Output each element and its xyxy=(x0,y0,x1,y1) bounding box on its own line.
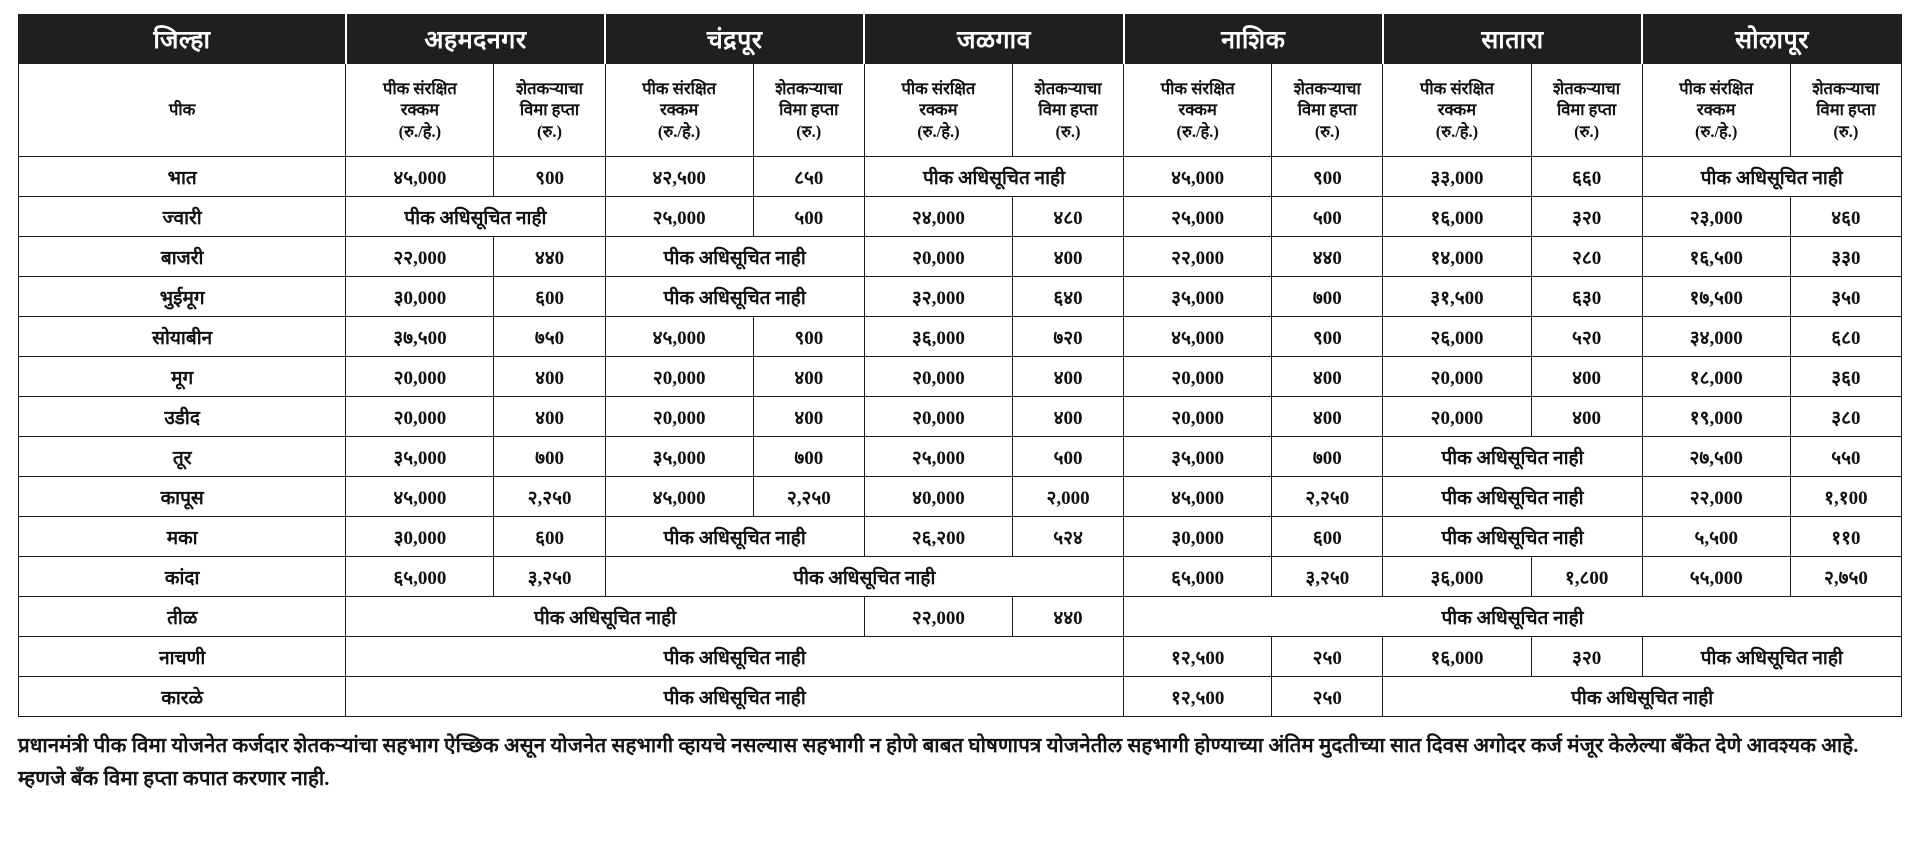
sum-insured-cell: २0,000 xyxy=(346,397,494,437)
not-notified-cell: पीक अधिसूचित नाही xyxy=(605,237,864,277)
premium-cell: ३२0 xyxy=(1531,197,1642,237)
premium-cell: ९00 xyxy=(1272,157,1383,197)
premium-cell: ८५0 xyxy=(753,157,864,197)
sum-insured-cell: २२,000 xyxy=(346,237,494,277)
district-header-solapur: सोलापूर xyxy=(1642,15,1901,64)
premium-cell: ५00 xyxy=(1272,197,1383,237)
sum-insured-cell: १७,५00 xyxy=(1642,277,1790,317)
premium-cell: ४८0 xyxy=(1012,197,1123,237)
sum-insured-cell: २0,000 xyxy=(864,397,1012,437)
sum-insured-cell: २४,000 xyxy=(864,197,1012,237)
sum-insured-cell: ३६,000 xyxy=(864,317,1012,357)
crop-name-cell: नाचणी xyxy=(19,637,346,677)
premium-cell: ५५0 xyxy=(1790,437,1901,477)
table-row xyxy=(19,357,1902,397)
premium-cell: ६८0 xyxy=(1790,317,1901,357)
table-body xyxy=(19,157,1902,717)
premium-line-3: (रु.) xyxy=(1574,121,1600,141)
district-header-nashik: नाशिक xyxy=(1124,15,1383,64)
sum-insured-cell: ४२,५00 xyxy=(605,157,753,197)
sum-insured-cell: ५५,000 xyxy=(1642,557,1790,597)
sum-insured-cell: ३५,000 xyxy=(1124,437,1272,477)
premium-cell: ४00 xyxy=(1272,397,1383,437)
sum-insured-line-2: रक्कम xyxy=(400,100,440,120)
sum-insured-cell: ३७,५00 xyxy=(346,317,494,357)
premium-cell: ४00 xyxy=(1272,357,1383,397)
not-notified-cell: पीक अधिसूचित नाही xyxy=(1642,637,1901,677)
premium-cell: ६४0 xyxy=(1012,277,1123,317)
sum-insured-cell: २५,000 xyxy=(605,197,753,237)
not-notified-cell: पीक अधिसूचित नाही xyxy=(346,677,1124,717)
premium-line-3: (रु.) xyxy=(1833,121,1859,141)
premium-cell: ४४0 xyxy=(1012,597,1123,637)
premium-cell: ५२0 xyxy=(1531,317,1642,357)
crop-name-cell: भात xyxy=(19,157,346,197)
sum-insured-line-3: (रु./हे.) xyxy=(1694,121,1738,141)
premium-cell: ३२0 xyxy=(1531,637,1642,677)
sum-insured-cell: २0,000 xyxy=(864,357,1012,397)
sum-insured-cell: २0,000 xyxy=(346,357,494,397)
premium-cell: २५0 xyxy=(1272,677,1383,717)
premium-cell: ४00 xyxy=(753,397,864,437)
premium-line-1: शेतकऱ्याचा xyxy=(1034,79,1102,99)
sum-insured-cell: ४५,000 xyxy=(605,477,753,517)
sum-insured-header-solapur xyxy=(1642,64,1790,157)
sum-insured-cell: ४५,000 xyxy=(346,477,494,517)
sum-insured-line-3: (रु./हे.) xyxy=(657,121,701,141)
sum-insured-cell: १२,५00 xyxy=(1124,677,1272,717)
premium-cell: २,000 xyxy=(1012,477,1123,517)
sum-insured-cell: १२,५00 xyxy=(1124,637,1272,677)
sum-insured-cell: १८,000 xyxy=(1642,357,1790,397)
crop-name-cell: उडीद xyxy=(19,397,346,437)
premium-cell: ३३0 xyxy=(1790,237,1901,277)
table-row xyxy=(19,637,1902,677)
sum-insured-line-3: (रु./हे.) xyxy=(398,121,442,141)
footnote-text: प्रधानमंत्री पीक विमा योजनेत कर्जदार शेतकऱ्यांचा सहभाग ऐच्छिक असून योजनेत सहभागी व्हायचे नसल्यास सहभागी न होणे बाबत घोषणापत्र योजनेतील सहभागी होण्याच्या अंतिम मुदतीच्या सात दिवस अगोदर कर्ज मंजूर केलेल्या बँकेत देणे आवश्यक आहे. म्हणजे बँक विमा हप्ता कपात करणार नाही. xyxy=(18,735,1859,791)
sum-insured-cell: २0,000 xyxy=(1124,357,1272,397)
premium-cell: २,२५0 xyxy=(494,477,605,517)
crop-name-cell: कांदा xyxy=(19,557,346,597)
crop-name-cell: भुईमूग xyxy=(19,277,346,317)
sum-insured-cell: ३0,000 xyxy=(346,277,494,317)
sum-insured-cell: २६,२00 xyxy=(864,517,1012,557)
crop-name-cell: कारळे xyxy=(19,677,346,717)
sum-insured-cell: ३५,000 xyxy=(605,437,753,477)
sum-insured-cell: ४५,000 xyxy=(346,157,494,197)
sum-insured-line-2: रक्कम xyxy=(919,100,958,120)
district-header-row xyxy=(19,15,1902,64)
sum-insured-cell: २0,000 xyxy=(605,397,753,437)
sum-insured-cell: ४५,000 xyxy=(1124,317,1272,357)
premium-cell: ६00 xyxy=(494,517,605,557)
premium-header-chandrapur xyxy=(753,64,864,157)
not-notified-cell: पीक अधिसूचित नाही xyxy=(1124,597,1902,637)
table-row xyxy=(19,157,1902,197)
district-header-label: जिल्हा xyxy=(19,15,346,64)
sum-insured-header-jalgaon xyxy=(864,64,1012,157)
not-notified-cell: पीक अधिसूचित नाही xyxy=(346,637,1124,677)
not-notified-cell: पीक अधिसूचित नाही xyxy=(1383,517,1642,557)
table-head xyxy=(19,15,1902,157)
sum-insured-cell: ६५,000 xyxy=(1124,557,1272,597)
sum-insured-header-satara xyxy=(1383,64,1531,157)
district-header-ahmadnagar: अहमदनगर xyxy=(346,15,605,64)
crop-name-cell: कापूस xyxy=(19,477,346,517)
crop-name-cell: तीळ xyxy=(19,597,346,637)
premium-cell: २८0 xyxy=(1531,237,1642,277)
not-notified-cell: पीक अधिसूचित नाही xyxy=(605,557,1124,597)
premium-cell: १,८00 xyxy=(1531,557,1642,597)
sum-insured-cell: ३६,000 xyxy=(1383,557,1531,597)
premium-cell: ६६0 xyxy=(1531,157,1642,197)
premium-cell: २,२५0 xyxy=(753,477,864,517)
premium-line-1: शेतकऱ्याचा xyxy=(1553,79,1620,99)
not-notified-cell: पीक अधिसूचित नाही xyxy=(864,157,1123,197)
premium-header-satara xyxy=(1531,64,1642,157)
sum-insured-line-1: पीक संरक्षित xyxy=(1679,79,1754,99)
table-row xyxy=(19,437,1902,477)
sum-insured-cell: ४५,000 xyxy=(1124,477,1272,517)
sum-insured-header-chandrapur xyxy=(605,64,753,157)
table-row xyxy=(19,677,1902,717)
premium-cell: ४00 xyxy=(1531,357,1642,397)
premium-cell: ७00 xyxy=(494,437,605,477)
table-row xyxy=(19,317,1902,357)
premium-line-3: (रु.) xyxy=(796,121,822,141)
premium-line-3: (रु.) xyxy=(537,121,563,141)
sub-header-row xyxy=(19,64,1902,157)
premium-header-solapur xyxy=(1790,64,1901,157)
sum-insured-cell: २0,000 xyxy=(1383,397,1531,437)
premium-cell: ४४0 xyxy=(1272,237,1383,277)
sum-insured-cell: ६५,000 xyxy=(346,557,494,597)
premium-cell: ७00 xyxy=(1272,277,1383,317)
premium-line-2: विमा हप्ता xyxy=(1038,100,1098,120)
not-notified-cell: पीक अधिसूचित नाही xyxy=(1383,437,1642,477)
sum-insured-cell: ३२,000 xyxy=(864,277,1012,317)
sum-insured-cell: १६,000 xyxy=(1383,197,1531,237)
premium-line-2: विमा हप्ता xyxy=(1816,100,1876,120)
premium-cell: ६00 xyxy=(494,277,605,317)
premium-cell: ४00 xyxy=(494,397,605,437)
premium-cell: २५0 xyxy=(1272,637,1383,677)
sum-insured-header-ahmadnagar xyxy=(346,64,494,157)
table-row xyxy=(19,597,1902,637)
table-row xyxy=(19,557,1902,597)
premium-line-2: विमा हप्ता xyxy=(519,100,580,120)
sum-insured-cell: ३४,000 xyxy=(1642,317,1790,357)
premium-cell: ४00 xyxy=(1012,357,1123,397)
crop-name-cell: ज्वारी xyxy=(19,197,346,237)
sum-insured-cell: २0,000 xyxy=(1124,397,1272,437)
table-row xyxy=(19,397,1902,437)
sum-insured-line-1: पीक संरक्षित xyxy=(1160,79,1235,99)
not-notified-cell: पीक अधिसूचित नाही xyxy=(605,277,864,317)
premium-cell: ६३0 xyxy=(1531,277,1642,317)
sum-insured-cell: २0,000 xyxy=(605,357,753,397)
premium-line-3: (रु.) xyxy=(1055,121,1081,141)
not-notified-cell: पीक अधिसूचित नाही xyxy=(1383,477,1642,517)
premium-line-3: (रु.) xyxy=(1314,121,1340,141)
premium-cell: ४00 xyxy=(494,357,605,397)
premium-cell: ३८0 xyxy=(1790,397,1901,437)
premium-cell: ४00 xyxy=(1012,397,1123,437)
not-notified-cell: पीक अधिसूचित नाही xyxy=(1383,677,1902,717)
sum-insured-line-2: रक्कम xyxy=(1437,100,1477,120)
sum-insured-cell: २५,000 xyxy=(1124,197,1272,237)
premium-line-1: शेतकऱ्याचा xyxy=(516,79,583,99)
premium-cell: ३६0 xyxy=(1790,357,1901,397)
premium-cell: ११0 xyxy=(1790,517,1901,557)
premium-cell: ३५0 xyxy=(1790,277,1901,317)
sum-insured-line-3: (रु./हे.) xyxy=(917,121,960,141)
premium-cell: ४६0 xyxy=(1790,197,1901,237)
premium-cell: ५00 xyxy=(1012,437,1123,477)
premium-cell: ९00 xyxy=(1272,317,1383,357)
sum-insured-line-1: पीक संरक्षित xyxy=(642,79,717,99)
premium-cell: ७00 xyxy=(753,437,864,477)
sum-insured-line-1: पीक संरक्षित xyxy=(1420,79,1494,99)
crop-column-label: पीक xyxy=(19,64,346,157)
not-notified-cell: पीक अधिसूचित नाही xyxy=(605,517,864,557)
premium-cell: ७00 xyxy=(1272,437,1383,477)
premium-cell: ३,२५0 xyxy=(1272,557,1383,597)
sum-insured-cell: २७,५00 xyxy=(1642,437,1790,477)
table-row xyxy=(19,197,1902,237)
premium-cell: ४४0 xyxy=(494,237,605,277)
premium-cell: ४00 xyxy=(753,357,864,397)
not-notified-cell: पीक अधिसूचित नाही xyxy=(346,597,865,637)
premium-cell: १,१00 xyxy=(1790,477,1901,517)
premium-cell: ४00 xyxy=(1012,237,1123,277)
premium-cell: २,७५0 xyxy=(1790,557,1901,597)
district-header-chandrapur: चंद्रपूर xyxy=(605,15,864,64)
crop-name-cell: बाजरी xyxy=(19,237,346,277)
table-row xyxy=(19,477,1902,517)
sum-insured-cell: ३१,५00 xyxy=(1383,277,1531,317)
sum-insured-cell: १४,000 xyxy=(1383,237,1531,277)
sum-insured-line-3: (रु./हे.) xyxy=(1176,121,1219,141)
premium-cell: ४00 xyxy=(1531,397,1642,437)
sum-insured-cell: १९,000 xyxy=(1642,397,1790,437)
premium-header-ahmadnagar xyxy=(494,64,605,157)
sum-insured-cell: २२,000 xyxy=(864,597,1012,637)
premium-header-jalgaon xyxy=(1012,64,1123,157)
crop-name-cell: मका xyxy=(19,517,346,557)
not-notified-cell: पीक अधिसूचित नाही xyxy=(346,197,605,237)
premium-line-2: विमा हप्ता xyxy=(779,100,839,120)
sum-insured-line-2: रक्कम xyxy=(660,100,699,120)
sum-insured-line-3: (रु./हे.) xyxy=(1435,121,1479,141)
sum-insured-cell: २२,000 xyxy=(1642,477,1790,517)
sum-insured-cell: ४५,000 xyxy=(605,317,753,357)
premium-line-1: शेतकऱ्याचा xyxy=(775,79,843,99)
sum-insured-cell: १६,५00 xyxy=(1642,237,1790,277)
premium-line-2: विमा हप्ता xyxy=(1556,100,1617,120)
premium-cell: ७२0 xyxy=(1012,317,1123,357)
district-header-jalgaon: जळगाव xyxy=(864,15,1123,64)
table-row xyxy=(19,277,1902,317)
sum-insured-cell: ३0,000 xyxy=(1124,517,1272,557)
sum-insured-cell: २२,000 xyxy=(1124,237,1272,277)
district-header-satara: सातारा xyxy=(1383,15,1642,64)
premium-cell: २,२५0 xyxy=(1272,477,1383,517)
sum-insured-cell: २५,000 xyxy=(864,437,1012,477)
sum-insured-cell: ३0,000 xyxy=(346,517,494,557)
premium-cell: ३,२५0 xyxy=(494,557,605,597)
sum-insured-header-nashik xyxy=(1124,64,1272,157)
premium-header-nashik xyxy=(1272,64,1383,157)
crop-name-cell: तूर xyxy=(19,437,346,477)
table-row xyxy=(19,237,1902,277)
sum-insured-line-2: रक्कम xyxy=(1697,100,1736,120)
premium-line-1: शेतकऱ्याचा xyxy=(1293,79,1361,99)
table-row xyxy=(19,517,1902,557)
sum-insured-cell: ३३,000 xyxy=(1383,157,1531,197)
sum-insured-cell: २0,000 xyxy=(864,237,1012,277)
sum-insured-cell: १६,000 xyxy=(1383,637,1531,677)
premium-cell: ५२४ xyxy=(1012,517,1123,557)
sum-insured-cell: २३,000 xyxy=(1642,197,1790,237)
premium-cell: ५00 xyxy=(753,197,864,237)
sum-insured-line-1: पीक संरक्षित xyxy=(901,79,976,99)
sum-insured-cell: ३५,000 xyxy=(346,437,494,477)
sum-insured-cell: ५,५00 xyxy=(1642,517,1790,557)
premium-cell: ७५0 xyxy=(494,317,605,357)
sum-insured-line-1: पीक संरक्षित xyxy=(382,79,457,99)
sum-insured-cell: ३५,000 xyxy=(1124,277,1272,317)
sum-insured-cell: ४५,000 xyxy=(1124,157,1272,197)
crop-name-cell: मूग xyxy=(19,357,346,397)
sum-insured-cell: २६,000 xyxy=(1383,317,1531,357)
sum-insured-cell: २0,000 xyxy=(1383,357,1531,397)
premium-line-1: शेतकऱ्याचा xyxy=(1812,79,1880,99)
crop-name-cell: सोयाबीन xyxy=(19,317,346,357)
premium-cell: ९00 xyxy=(753,317,864,357)
crop-insurance-table xyxy=(18,14,1902,717)
sum-insured-cell: ४0,000 xyxy=(864,477,1012,517)
not-notified-cell: पीक अधिसूचित नाही xyxy=(1642,157,1901,197)
premium-cell: ६00 xyxy=(1272,517,1383,557)
premium-cell: ९00 xyxy=(494,157,605,197)
sum-insured-line-2: रक्कम xyxy=(1178,100,1217,120)
premium-line-2: विमा हप्ता xyxy=(1297,100,1357,120)
